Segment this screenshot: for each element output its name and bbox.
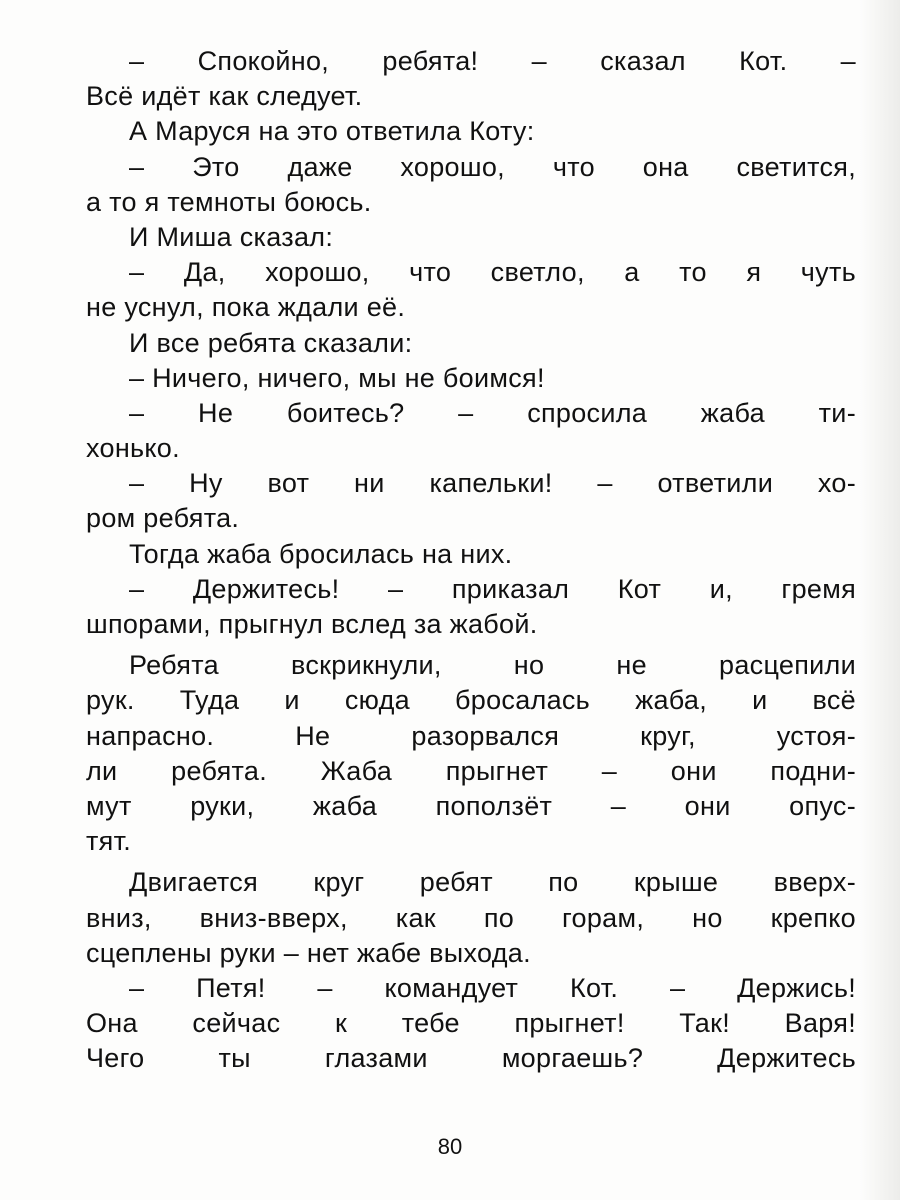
text-line: мут руки, жаба поползёт – они опус- bbox=[86, 790, 856, 821]
page-gutter-shadow bbox=[860, 0, 900, 1200]
text-line: напрасно. Не разорвался круг, устоя- bbox=[86, 720, 856, 751]
text-line: шпорами, прыгнул вслед за жабой. bbox=[86, 609, 538, 639]
text-line: сцеплены руки – нет жабе выхода. bbox=[86, 937, 531, 968]
text-line: – Держитесь! – приказал Кот и, гремя bbox=[129, 573, 856, 604]
text-line: Тогда жаба бросилась на них. bbox=[129, 538, 513, 569]
text-line: ли ребята. Жаба прыгнет – они подни- bbox=[86, 755, 856, 786]
text-line: – Ничего, ничего, мы не боимся! bbox=[129, 362, 545, 393]
text-line: А Маруся на это ответила Коту: bbox=[129, 116, 535, 147]
text-line: – Петя! – командует Кот. – Держись! bbox=[129, 972, 856, 1003]
text-line: – Это даже хорошо, что она светится, bbox=[129, 151, 856, 182]
text-line: – Не боитесь? – спросила жаба ти- bbox=[129, 397, 856, 428]
text-line: хонько. bbox=[86, 433, 180, 464]
text-line: И Миша сказал: bbox=[129, 221, 334, 252]
text-line: Всё идёт как следует. bbox=[86, 81, 363, 112]
text-line: ром ребята. bbox=[86, 503, 240, 534]
text-line: Чего ты глазами моргаешь? Держитесь bbox=[86, 1043, 856, 1074]
text-line: – Да, хорошо, что светло, а то я чуть bbox=[129, 257, 856, 288]
text-line: рук. Туда и сюда бросалась жаба, и всё bbox=[86, 685, 856, 716]
text-line: И все ребята сказали: bbox=[129, 327, 413, 358]
text-line: – Ну вот ни капельки! – ответили хо- bbox=[129, 468, 856, 499]
text-line: Ребята вскрикнули, но не расцепили bbox=[129, 650, 856, 681]
text-line: не уснул, пока ждали её. bbox=[86, 292, 406, 323]
body-text bbox=[86, 44, 856, 1076]
text-line: Она сейчас к тебе прыгнет! Так! Варя! bbox=[86, 1008, 856, 1039]
text-line: тят. bbox=[86, 826, 132, 857]
text-line: Двигается круг ребят по крыше вверх- bbox=[129, 867, 856, 898]
text-line: – Спокойно, ребята! – сказал Кот. – bbox=[129, 46, 856, 76]
text-line: а то я темноты боюсь. bbox=[86, 186, 372, 217]
page-number: 80 bbox=[437, 1134, 463, 1159]
text-line: вниз, вниз-вверх, как по горам, но крепко bbox=[86, 902, 856, 933]
